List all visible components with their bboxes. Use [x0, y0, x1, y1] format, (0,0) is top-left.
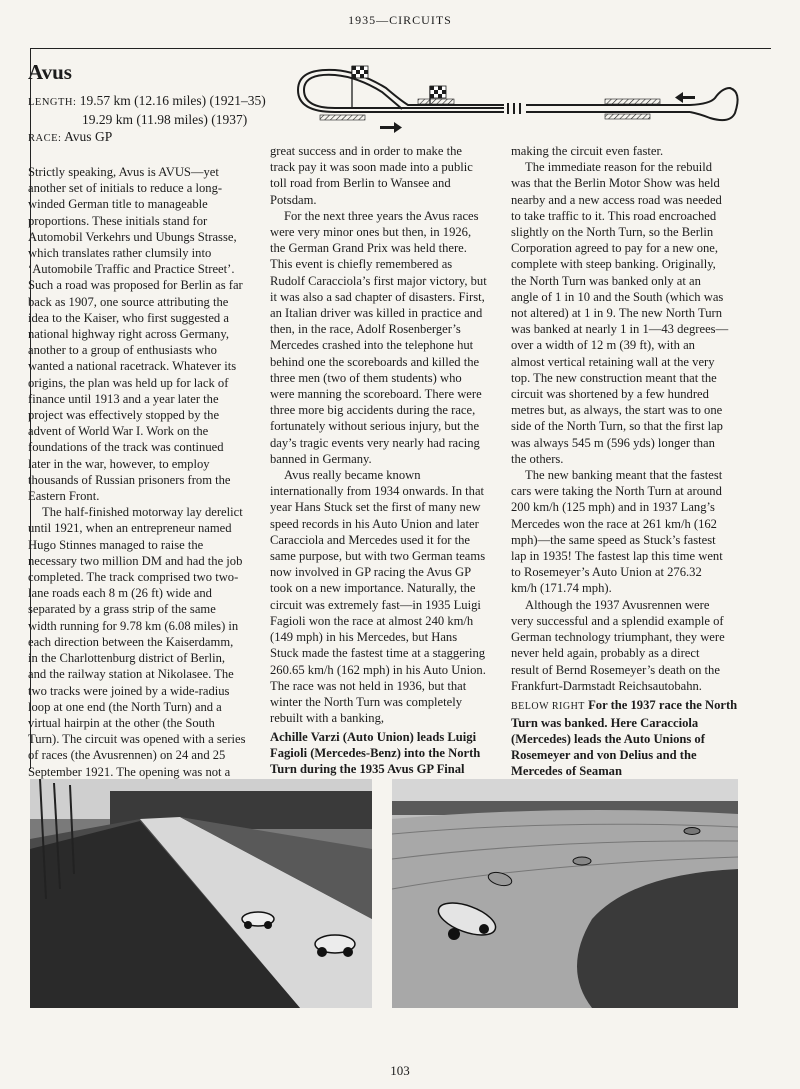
paragraph: The immediate reason for the rebuild was that the Berlin Motor Show was held nearby and a new access road was needed to take traffic to it. This road encroached slightly on the North Turn, so the Berlin Corporation agreed to pay for a new one, complete with steep banking. Originally, the North Turn was banked only at an angle of 1 in 10 and the South (which was not altered) at 1 in 9. The new North Turn was banked at nearly 1 in 1—43 degrees—over a width of 12 m (39 ft), with an almost vertical retaining wall at the very top. The new construction meant that the circuit was shortened by a few hundred metres but, as always, the start was to one side of the North Turn, so that the first lap was always 545 m (596 yds) longer than the others.	[511, 160, 729, 466]
race-row	[28, 128, 266, 147]
direction-arrow-icon-2	[675, 92, 695, 103]
grandstand-2	[418, 99, 454, 104]
photo-caption-right	[511, 697, 743, 779]
paragraph: The new banking meant that the fastest cars were taking the North Turn at around 200 km/h (125 mph) and in 1937 Lang’s Mercedes won the race at 261 km/h (162 mph)—the same speed as Stuck’s fastest lap in 1935! The fastest lap this time went to Rosemeyer’s Auto Union at 276.32 km/h (171.74 mph).	[511, 468, 723, 596]
text-column-3	[511, 143, 729, 694]
track-map-diagram	[290, 58, 745, 138]
caption-text: For the 1937 race the North Turn was banked. Here Caracciola (Mercedes) leads the Auto Unions of Rosemeyer and von Delius and the Mercedes of Seaman	[511, 698, 738, 778]
paragraph: For the next three years the Avus races were very minor ones but then, in 1926, the German Grand Prix was held there. This event is chiefly remembered as Rudolf Caracciola’s first major victory, but it was also a sad chapter of disasters. First, an Italian driver was killed in practice and then, in the race, Adolf Rosenberger’s Mercedes crashed into the telephone hut behind one the scoreboards and killed the three men (two of them students) who were manning the scoreboard. There were three more big accidents during the race, fortunately without serious injury, but the day’s tragic events very nearly had racing banned in Germany.	[270, 208, 487, 466]
photo-caption-left: Achille Varzi (Auto Union) leads Luigi Fagioli (Mercedes-Benz) into the North Turn during the 1935 Avus GP Final	[270, 730, 481, 776]
race-label: RACE:	[28, 133, 62, 144]
paragraph: great success and in order to make the track pay it was soon made into a public toll road from Berlin to Wansee and Potsdam.	[270, 144, 473, 207]
length-row	[28, 92, 266, 111]
text-column-2	[270, 143, 488, 726]
circuit-specs	[28, 92, 266, 147]
page-number: 103	[390, 1063, 410, 1078]
grandstand-1	[320, 115, 365, 120]
length-value-2: 19.29 km (11.98 miles) (1937)	[82, 112, 248, 127]
caption-position-label: BELOW RIGHT	[511, 701, 585, 712]
page-title: Avus	[28, 60, 72, 84]
track-break	[508, 103, 520, 114]
paragraph: Strictly speaking, Avus is AVUS—yet another set of initials to reduce a long-winded German title to manageable proportions. These initials stand for Automobil Verkehrs und Ubungs Strasse, which translates rather clumsily into ‘Automobile Traffic and Practice Street’. Such a road was proposed for Berlin as far back as 1907, one source attributing the idea to the Kaiser, who first suggested a national highway right across Germany, another to a group of enthusiasts who wanted a national racetrack. Whatever its origins, the plan was held up for lack of finance until 1913 and a year later the project was effectively stopped by the advent of World War I. Work on the foundations of the track was continued later in the war, however, to employ thousands of Russian prisoners from the Eastern Front.	[28, 165, 243, 504]
photo-banked-north-turn-1937	[392, 779, 738, 1008]
direction-arrow-icon-1	[380, 122, 402, 133]
grandstand-4	[605, 114, 650, 119]
length-value-1: 19.57 km (12.16 miles) (1921–35)	[79, 93, 266, 108]
paragraph: Although the 1937 Avusrennen were very successful and a splendid example of German technology triumphant, they were never held again, probably as a direct result of Bernd Rosemeyer’s death on the Frankfurt-Darmstadt Reichsautobahn.	[511, 597, 725, 693]
chequered-flag-icon-1	[352, 66, 368, 108]
photo-north-turn-1935	[30, 779, 372, 1008]
running-head: 1935—CIRCUITS	[348, 13, 452, 27]
paragraph: The half-finished motorway lay derelict until 1921, when an entrepreneur named Hugo Stinnes managed to raise the necessary two million DM and had the job completed. The track comprised two two-lane roads each 8 m (26 ft) wide and separated by a grass strip of the same width running for 9.78 km (6.08 miles) in each direction between the Kaiserdamm, in the Charlottenburg district of Berlin, and the railway station at Nikolasee. The two tracks were joined by a wide-radius loop at one end (the North Turn) and a virtual hairpin at the other (the South Turn). The circuit was opened with a series of races (the Avusrennen) on 24 and 25 September 1921. The opening was not a	[28, 505, 246, 779]
grandstand-3	[605, 99, 660, 104]
race-value: Avus GP	[64, 129, 113, 144]
text-column-1	[28, 164, 246, 780]
paragraph: Avus really became known internationally from 1934 onwards. In that year Hans Stuck set the first of many new speed records in his Auto Union and later Caracciola and Mercedes used it for the same purpose, but with two German teams now involved in GP racing the Avus GP took on a new importance. Naturally, the circuit was extremely fast—in 1935 Luigi Fagioli won the race at almost 240 km/h (149 mph) in his Mercedes, but Hans Stuck made the fastest time at a staggering 260.65 km/h (162 mph) in his Auto Union. The race was not held in 1936, but that winter the North Turn was completely rebuilt with a banking,	[270, 468, 486, 726]
length-row-2	[28, 111, 266, 128]
length-label: LENGTH:	[28, 97, 77, 108]
paragraph: making the circuit even faster.	[511, 144, 664, 158]
